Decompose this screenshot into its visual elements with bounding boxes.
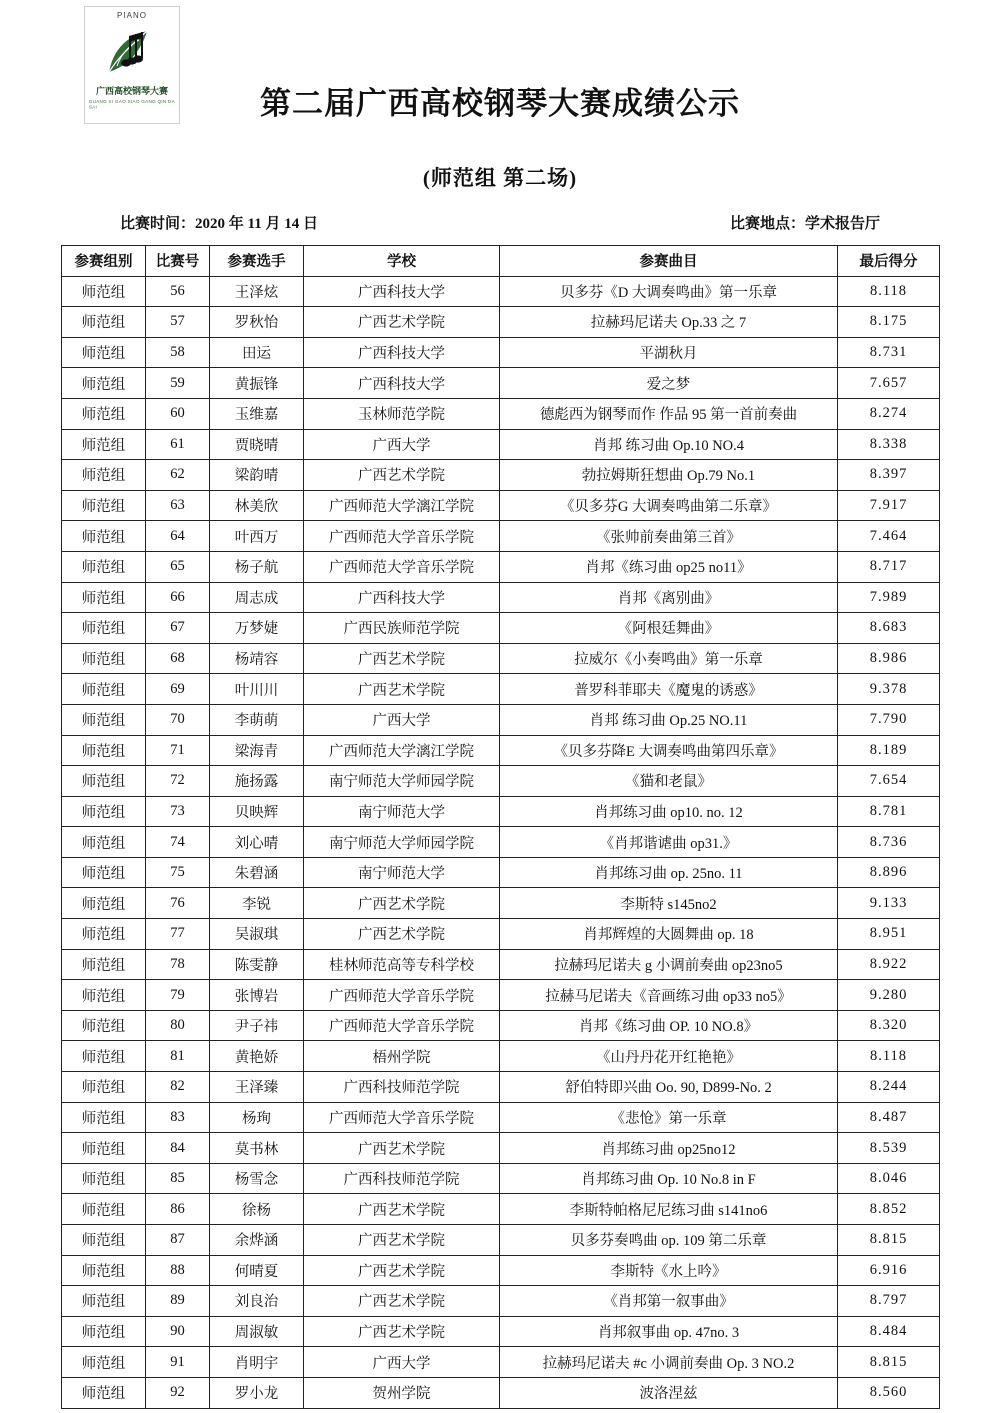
cell-school: 贺州学院	[304, 1377, 500, 1408]
cell-name: 林美欣	[210, 490, 304, 521]
cell-piece: 肖邦 练习曲 Op.25 NO.11	[500, 704, 838, 735]
cell-num: 90	[146, 1316, 210, 1347]
cell-piece: 拉赫玛尼诺夫 Op.33 之 7	[500, 307, 838, 338]
cell-school: 广西师范大学音乐学院	[304, 551, 500, 582]
cell-name: 施扬露	[210, 766, 304, 797]
cell-num: 59	[146, 368, 210, 399]
cell-score: 8.274	[838, 398, 940, 429]
table-row	[62, 796, 940, 827]
cell-school: 广西师范大学音乐学院	[304, 521, 500, 552]
competition-venue	[730, 212, 880, 233]
cell-group: 师范组	[62, 1377, 146, 1408]
column-header-school: 学校	[304, 246, 500, 277]
cell-piece: 李斯特 s145no2	[500, 888, 838, 919]
cell-piece: 肖邦辉煌的大圆舞曲 op. 18	[500, 919, 838, 950]
table-row	[62, 1163, 940, 1194]
cell-group: 师范组	[62, 888, 146, 919]
table-row	[62, 1255, 940, 1286]
table-row	[62, 643, 940, 674]
cell-group: 师范组	[62, 337, 146, 368]
cell-num: 84	[146, 1133, 210, 1164]
cell-group: 师范组	[62, 1163, 146, 1194]
cell-piece: 《猫和老鼠》	[500, 766, 838, 797]
cell-school: 广西艺术学院	[304, 643, 500, 674]
cell-group: 师范组	[62, 460, 146, 491]
cell-group: 师范组	[62, 1347, 146, 1378]
cell-name: 莫书林	[210, 1133, 304, 1164]
cell-num: 88	[146, 1255, 210, 1286]
cell-school: 广西艺术学院	[304, 674, 500, 705]
table-row	[62, 1102, 940, 1133]
cell-group: 师范组	[62, 1010, 146, 1041]
cell-piece: 《张帅前奏曲第三首》	[500, 521, 838, 552]
cell-score: 8.896	[838, 857, 940, 888]
cell-school: 广西艺术学院	[304, 1133, 500, 1164]
table-row	[62, 766, 940, 797]
cell-name: 杨子航	[210, 551, 304, 582]
cell-score: 8.539	[838, 1133, 940, 1164]
cell-name: 田运	[210, 337, 304, 368]
cell-piece: 贝多芬《D 大调奏鸣曲》第一乐章	[500, 276, 838, 307]
cell-group: 师范组	[62, 735, 146, 766]
cell-score: 6.916	[838, 1255, 940, 1286]
cell-piece: 《肖邦谐谑曲 op31.》	[500, 827, 838, 858]
cell-score: 7.657	[838, 368, 940, 399]
table-row	[62, 460, 940, 491]
cell-num: 66	[146, 582, 210, 613]
cell-name: 刘良治	[210, 1286, 304, 1317]
table-row	[62, 857, 940, 888]
table-row	[62, 337, 940, 368]
cell-num: 64	[146, 521, 210, 552]
cell-piece: 《悲怆》第一乐章	[500, 1102, 838, 1133]
cell-score: 7.464	[838, 521, 940, 552]
cell-school: 广西大学	[304, 1347, 500, 1378]
cell-piece: 《贝多芬G 大调奏鸣曲第二乐章》	[500, 490, 838, 521]
cell-piece: 舒伯特即兴曲 Oo. 90, D899-No. 2	[500, 1072, 838, 1103]
cell-group: 师范组	[62, 1225, 146, 1256]
cell-group: 师范组	[62, 368, 146, 399]
cell-num: 72	[146, 766, 210, 797]
cell-score: 7.790	[838, 704, 940, 735]
table-row	[62, 735, 940, 766]
cell-group: 师范组	[62, 919, 146, 950]
cell-group: 师范组	[62, 1286, 146, 1317]
cell-score: 8.487	[838, 1102, 940, 1133]
column-header-piece: 参赛曲目	[500, 246, 838, 277]
competition-date-value: 2020 年 11 月 14 日	[195, 216, 318, 232]
cell-school: 南宁师范大学	[304, 857, 500, 888]
cell-score: 9.280	[838, 980, 940, 1011]
cell-school: 桂林师范高等专科学校	[304, 949, 500, 980]
cell-score: 8.244	[838, 1072, 940, 1103]
table-row	[62, 827, 940, 858]
cell-name: 杨靖容	[210, 643, 304, 674]
cell-score: 8.397	[838, 460, 940, 491]
table-row	[62, 398, 940, 429]
cell-group: 师范组	[62, 980, 146, 1011]
cell-score: 7.989	[838, 582, 940, 613]
cell-num: 80	[146, 1010, 210, 1041]
cell-num: 63	[146, 490, 210, 521]
cell-piece: 拉赫玛尼诺夫 #c 小调前奏曲 Op. 3 NO.2	[500, 1347, 838, 1378]
table-row	[62, 1347, 940, 1378]
cell-group: 师范组	[62, 949, 146, 980]
cell-piece: 肖邦 练习曲 Op.10 NO.4	[500, 429, 838, 460]
cell-school: 广西民族师范学院	[304, 613, 500, 644]
cell-score: 8.175	[838, 307, 940, 338]
cell-school: 广西科技师范学院	[304, 1163, 500, 1194]
table-row	[62, 613, 940, 644]
cell-name: 吴淑琪	[210, 919, 304, 950]
results-table-body	[62, 276, 940, 1408]
cell-num: 56	[146, 276, 210, 307]
cell-score: 8.815	[838, 1347, 940, 1378]
cell-name: 刘心晴	[210, 827, 304, 858]
cell-piece: 肖邦练习曲 op25no12	[500, 1133, 838, 1164]
cell-score: 8.852	[838, 1194, 940, 1225]
cell-piece: 拉赫马尼诺夫《音画练习曲 op33 no5》	[500, 980, 838, 1011]
table-row	[62, 521, 940, 552]
competition-logo	[84, 6, 180, 124]
cell-piece: 《贝多芬降E 大调奏鸣曲第四乐章》	[500, 735, 838, 766]
cell-name: 周志成	[210, 582, 304, 613]
cell-score: 8.736	[838, 827, 940, 858]
column-header-score: 最后得分	[838, 246, 940, 277]
cell-name: 李锐	[210, 888, 304, 919]
cell-group: 师范组	[62, 857, 146, 888]
table-row	[62, 1010, 940, 1041]
cell-num: 81	[146, 1041, 210, 1072]
table-row	[62, 490, 940, 521]
cell-num: 79	[146, 980, 210, 1011]
table-row	[62, 674, 940, 705]
cell-num: 77	[146, 919, 210, 950]
cell-group: 师范组	[62, 766, 146, 797]
cell-name: 王泽炫	[210, 276, 304, 307]
cell-school: 广西师范大学漓江学院	[304, 735, 500, 766]
cell-num: 86	[146, 1194, 210, 1225]
cell-group: 师范组	[62, 551, 146, 582]
cell-name: 罗秋怡	[210, 307, 304, 338]
table-row	[62, 1133, 940, 1164]
cell-school: 广西科技大学	[304, 582, 500, 613]
cell-school: 南宁师范大学师园学院	[304, 827, 500, 858]
cell-school: 广西艺术学院	[304, 888, 500, 919]
cell-num: 89	[146, 1286, 210, 1317]
cell-num: 62	[146, 460, 210, 491]
cell-group: 师范组	[62, 1133, 146, 1164]
cell-school: 广西科技师范学院	[304, 1072, 500, 1103]
cell-piece: 德彪西为钢琴而作 作品 95 第一首前奏曲	[500, 398, 838, 429]
cell-piece: 《阿根廷舞曲》	[500, 613, 838, 644]
cell-group: 师范组	[62, 1041, 146, 1072]
cell-score: 7.917	[838, 490, 940, 521]
cell-name: 周淑敏	[210, 1316, 304, 1347]
cell-school: 广西艺术学院	[304, 1225, 500, 1256]
cell-group: 师范组	[62, 307, 146, 338]
table-row	[62, 1316, 940, 1347]
competition-venue-label: 比赛地点：	[729, 216, 805, 232]
cell-school: 广西艺术学院	[304, 1316, 500, 1347]
cell-piece: 《山丹丹花开红艳艳》	[500, 1041, 838, 1072]
cell-school: 广西师范大学音乐学院	[304, 1010, 500, 1041]
document-header	[0, 0, 1000, 140]
table-row	[62, 429, 940, 460]
cell-num: 76	[146, 888, 210, 919]
cell-group: 师范组	[62, 1102, 146, 1133]
piano-leaf-logo-icon	[103, 22, 161, 80]
cell-name: 万梦婕	[210, 613, 304, 644]
page-title: 第二届广西高校钢琴大赛成绩公示	[260, 86, 740, 121]
cell-num: 68	[146, 643, 210, 674]
cell-num: 85	[146, 1163, 210, 1194]
cell-piece: 普罗科菲耶夫《魔鬼的诱惑》	[500, 674, 838, 705]
cell-name: 杨雪念	[210, 1163, 304, 1194]
cell-name: 叶西万	[210, 521, 304, 552]
cell-num: 61	[146, 429, 210, 460]
cell-num: 65	[146, 551, 210, 582]
cell-group: 师范组	[62, 1194, 146, 1225]
cell-name: 李萌萌	[210, 704, 304, 735]
cell-score: 8.320	[838, 1010, 940, 1041]
cell-name: 徐杨	[210, 1194, 304, 1225]
table-row	[62, 1377, 940, 1408]
table-row	[62, 1225, 940, 1256]
cell-piece: 《肖邦第一叙事曲》	[500, 1286, 838, 1317]
logo-top-text: PIANO	[117, 11, 147, 20]
cell-score: 8.046	[838, 1163, 940, 1194]
table-row	[62, 307, 940, 338]
cell-score: 8.683	[838, 613, 940, 644]
table-row	[62, 1072, 940, 1103]
cell-group: 师范组	[62, 398, 146, 429]
cell-num: 57	[146, 307, 210, 338]
cell-score: 7.654	[838, 766, 940, 797]
cell-num: 91	[146, 1347, 210, 1378]
cell-score: 8.484	[838, 1316, 940, 1347]
cell-school: 广西艺术学院	[304, 1255, 500, 1286]
cell-group: 师范组	[62, 582, 146, 613]
cell-piece: 拉威尔《小奏鸣曲》第一乐章	[500, 643, 838, 674]
cell-num: 82	[146, 1072, 210, 1103]
cell-score: 8.560	[838, 1377, 940, 1408]
cell-num: 67	[146, 613, 210, 644]
cell-num: 87	[146, 1225, 210, 1256]
cell-name: 罗小龙	[210, 1377, 304, 1408]
cell-group: 师范组	[62, 1255, 146, 1286]
cell-group: 师范组	[62, 704, 146, 735]
cell-school: 广西科技大学	[304, 337, 500, 368]
cell-school: 广西艺术学院	[304, 307, 500, 338]
cell-group: 师范组	[62, 1072, 146, 1103]
table-row	[62, 368, 940, 399]
meta-row	[120, 212, 880, 233]
cell-school: 广西科技大学	[304, 276, 500, 307]
cell-group: 师范组	[62, 429, 146, 460]
cell-num: 58	[146, 337, 210, 368]
cell-num: 60	[146, 398, 210, 429]
cell-school: 广西大学	[304, 429, 500, 460]
cell-name: 肖明宇	[210, 1347, 304, 1378]
cell-num: 70	[146, 704, 210, 735]
table-header-row	[62, 246, 940, 277]
results-table	[61, 245, 940, 1409]
cell-num: 75	[146, 857, 210, 888]
cell-group: 师范组	[62, 643, 146, 674]
cell-school: 南宁师范大学	[304, 796, 500, 827]
cell-score: 8.781	[838, 796, 940, 827]
cell-name: 玉维嘉	[210, 398, 304, 429]
cell-school: 广西艺术学院	[304, 1286, 500, 1317]
cell-group: 师范组	[62, 674, 146, 705]
cell-name: 王泽臻	[210, 1072, 304, 1103]
logo-chinese-text: 广西高校钢琴大赛	[95, 86, 168, 96]
table-row	[62, 582, 940, 613]
cell-school: 广西艺术学院	[304, 919, 500, 950]
cell-school: 广西科技大学	[304, 368, 500, 399]
cell-group: 师范组	[62, 796, 146, 827]
cell-num: 83	[146, 1102, 210, 1133]
cell-piece: 肖邦练习曲 op. 25no. 11	[500, 857, 838, 888]
cell-piece: 肖邦练习曲 Op. 10 No.8 in F	[500, 1163, 838, 1194]
cell-name: 叶川川	[210, 674, 304, 705]
cell-score: 8.717	[838, 551, 940, 582]
table-row	[62, 1286, 940, 1317]
table-row	[62, 919, 940, 950]
competition-date-label: 比赛时间：	[120, 216, 196, 232]
cell-school: 广西艺术学院	[304, 1194, 500, 1225]
cell-num: 69	[146, 674, 210, 705]
cell-piece: 肖邦《离别曲》	[500, 582, 838, 613]
cell-group: 师范组	[62, 827, 146, 858]
cell-num: 74	[146, 827, 210, 858]
cell-piece: 肖邦《练习曲 op25 no11》	[500, 551, 838, 582]
cell-piece: 李斯特帕格尼尼练习曲 s141no6	[500, 1194, 838, 1225]
cell-name: 朱碧涵	[210, 857, 304, 888]
cell-score: 8.338	[838, 429, 940, 460]
cell-name: 贝映辉	[210, 796, 304, 827]
cell-piece: 贝多芬奏鸣曲 op. 109 第二乐章	[500, 1225, 838, 1256]
cell-school: 广西艺术学院	[304, 460, 500, 491]
cell-piece: 波洛涅兹	[500, 1377, 838, 1408]
cell-group: 师范组	[62, 1316, 146, 1347]
table-row	[62, 704, 940, 735]
cell-name: 余烨涵	[210, 1225, 304, 1256]
competition-venue-value: 学术报告厅	[804, 216, 880, 232]
cell-piece: 肖邦练习曲 op10. no. 12	[500, 796, 838, 827]
cell-group: 师范组	[62, 490, 146, 521]
cell-piece: 李斯特《水上吟》	[500, 1255, 838, 1286]
cell-num: 71	[146, 735, 210, 766]
cell-name: 贾晓晴	[210, 429, 304, 460]
cell-name: 黄振锋	[210, 368, 304, 399]
cell-school: 梧州学院	[304, 1041, 500, 1072]
cell-name: 张博岩	[210, 980, 304, 1011]
cell-score: 9.133	[838, 888, 940, 919]
cell-piece: 勃拉姆斯狂想曲 Op.79 No.1	[500, 460, 838, 491]
cell-name: 黄艳娇	[210, 1041, 304, 1072]
cell-score: 9.378	[838, 674, 940, 705]
cell-school: 广西大学	[304, 704, 500, 735]
table-row	[62, 1041, 940, 1072]
table-row	[62, 276, 940, 307]
cell-piece: 爱之梦	[500, 368, 838, 399]
cell-name: 尹子祎	[210, 1010, 304, 1041]
cell-num: 78	[146, 949, 210, 980]
cell-piece: 肖邦叙事曲 op. 47no. 3	[500, 1316, 838, 1347]
cell-score: 8.951	[838, 919, 940, 950]
table-row	[62, 980, 940, 1011]
results-table-wrapper	[61, 245, 939, 1409]
cell-school: 南宁师范大学师园学院	[304, 766, 500, 797]
column-header-contestant: 参赛选手	[210, 246, 304, 277]
cell-name: 梁海青	[210, 735, 304, 766]
cell-num: 73	[146, 796, 210, 827]
table-row	[62, 1194, 940, 1225]
competition-date	[120, 212, 318, 233]
cell-score: 8.815	[838, 1225, 940, 1256]
cell-piece: 肖邦《练习曲 OP. 10 NO.8》	[500, 1010, 838, 1041]
table-row	[62, 551, 940, 582]
cell-score: 8.731	[838, 337, 940, 368]
cell-score: 8.797	[838, 1286, 940, 1317]
cell-name: 梁韵晴	[210, 460, 304, 491]
cell-name: 何晴夏	[210, 1255, 304, 1286]
cell-score: 8.189	[838, 735, 940, 766]
cell-num: 92	[146, 1377, 210, 1408]
column-header-group: 参赛组别	[62, 246, 146, 277]
cell-school: 玉林师范学院	[304, 398, 500, 429]
cell-name: 陈雯静	[210, 949, 304, 980]
cell-school: 广西师范大学音乐学院	[304, 1102, 500, 1133]
cell-school: 广西师范大学音乐学院	[304, 980, 500, 1011]
cell-group: 师范组	[62, 276, 146, 307]
cell-score: 8.118	[838, 1041, 940, 1072]
table-row	[62, 949, 940, 980]
page-subtitle: (师范组 第二场)	[422, 166, 578, 190]
column-header-number: 比赛号	[146, 246, 210, 277]
table-row	[62, 888, 940, 919]
cell-score: 8.986	[838, 643, 940, 674]
cell-piece: 平湖秋月	[500, 337, 838, 368]
cell-group: 师范组	[62, 521, 146, 552]
cell-piece: 拉赫玛尼诺夫 g 小调前奏曲 op23no5	[500, 949, 838, 980]
logo-pinyin-text: GUANG XI GAO XIAO GANG QIN DA SAI	[88, 99, 175, 111]
cell-school: 广西师范大学漓江学院	[304, 490, 500, 521]
cell-name: 杨珣	[210, 1102, 304, 1133]
cell-score: 8.118	[838, 276, 940, 307]
cell-group: 师范组	[62, 613, 146, 644]
cell-score: 8.922	[838, 949, 940, 980]
